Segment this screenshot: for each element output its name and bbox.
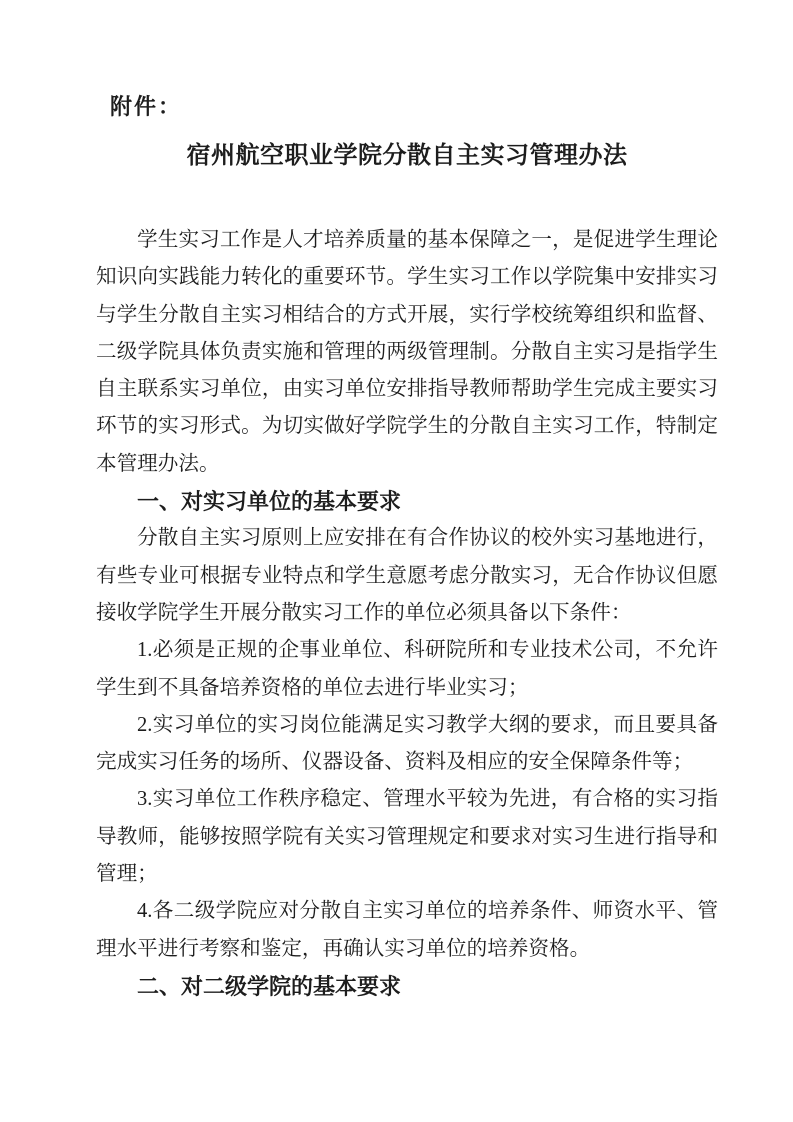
- text-line: 有些专业可根据专业特点和学生意愿考虑分散实习，无合作协议但愿: [96, 564, 718, 587]
- attachment-label: 附件：: [110, 94, 183, 119]
- paragraph: [96, 781, 718, 893]
- paragraph: [96, 222, 718, 483]
- text-line: 与学生分散自主实习相结合的方式开展，实行学校统筹组织和监督、: [96, 303, 718, 326]
- text-line: 分散自主实习原则上应安排在有合作协议的校外实习基地进行，: [137, 527, 718, 550]
- text-line: 管理；: [96, 863, 158, 886]
- document-body: [96, 222, 718, 1005]
- text-line: 环节的实习形式。为切实做好学院学生的分散自主实习工作，特制定: [96, 415, 718, 438]
- text-line: 二级学院具体负责实施和管理的两级管理制。分散自主实习是指学生: [96, 340, 718, 363]
- text-line: 完成实习任务的场所、仪器设备、资料及相应的安全保障条件等；: [96, 751, 694, 774]
- text-line: 学生到不具备培养资格的单位去进行毕业实习；: [96, 676, 529, 699]
- text-line: 理水平进行考察和鉴定，再确认实习单位的培养资格。: [96, 937, 591, 960]
- text-line: 学生实习工作是人才培养质量的基本保障之一，是促进学生理论: [137, 229, 718, 251]
- paragraph: [96, 632, 718, 707]
- text-line: 知识向实践能力转化的重要环节。学生实习工作以学院集中安排实习: [96, 266, 718, 289]
- text-line: 1.必须是正规的企事业单位、科研院所和专业技术公司，不允许: [137, 639, 718, 662]
- section-heading: 二、对二级学院的基本要求: [137, 973, 402, 999]
- text-line: 3.实习单位工作秩序稳定、管理水平较为先进，有合格的实习指: [137, 788, 718, 811]
- document-title: 宿州航空职业学院分散自主实习管理办法: [186, 142, 628, 169]
- text-line: 2.实习单位的实习岗位能满足实习教学大纲的要求，而且要具备: [137, 713, 718, 736]
- text-line: 导教师，能够按照学院有关实习管理规定和要求对实习生进行指导和: [96, 825, 718, 848]
- paragraph: [96, 893, 718, 968]
- paragraph: [96, 520, 718, 632]
- text-line: 本管理办法。: [96, 452, 220, 475]
- section-heading: 一、对实习单位的基本要求: [137, 489, 402, 515]
- text-line: 自主联系实习单位，由实习单位安排指导教师帮助学生完成主要实习: [96, 378, 718, 401]
- text-line: 4.各二级学院应对分散自主实习单位的培养条件、师资水平、管: [137, 900, 718, 923]
- paragraph: [96, 707, 718, 782]
- text-line: 接收学院学生开展分散实习工作的单位必须具备以下条件：: [96, 601, 632, 624]
